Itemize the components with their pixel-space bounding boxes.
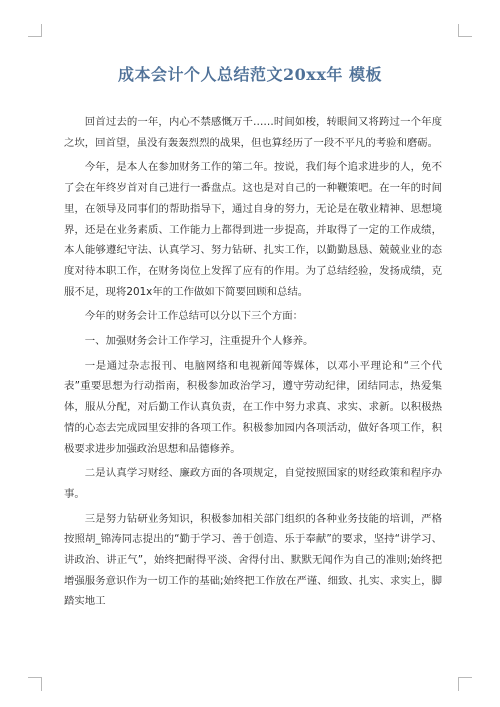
paragraph-intro: 回首过去的一年，内心不禁感慨万千……时间如梭，转眼间又将跨过一个年度之坎，回首望，虽没有轰轰烈烈的战果，但也算经历了一段不平凡的考验和磨砺。 [64, 116, 442, 149]
paragraph-three-aspects: 今年的财务会计工作总结可以分以下三个方面： [84, 310, 303, 323]
crop-mark-bottom-right [458, 677, 459, 691]
paragraph-point-2: 二是认真学习财经、廉政方面的各项规定，自觉按照国家的财经政策和程序办事。 [64, 467, 442, 500]
crop-mark-bottom-left [41, 677, 42, 691]
crop-mark-top-right [458, 36, 472, 37]
document-title: 成本会计个人总结范文20xx年 模板 [118, 65, 382, 84]
crop-mark-bottom-left [28, 677, 42, 678]
crop-mark-top-right [458, 24, 459, 37]
document-body [64, 112, 442, 616]
crop-mark-top-left [41, 24, 42, 37]
paragraph-overview: 今年，是本人在参加财务工作的第二年。按说，我们每个追求进步的人，免不了会在年终岁首对自己进行一番盘点。这也是对自己的一种鞭策吧。在一年的时间里，在领导及同事们的帮助指导下，通过自身的努力，无论是在敬业精神、思想境界，还是在业务素质、工作能力上都得到进一步提高，并取得了一定的工作成绩，本人能够遵纪守法、认真学习、努力钻研、扎实工作，以勤勤恳恳、兢兢业业的态度对待本职工作，在财务岗位上发挥了应有的作用。为了总结经验，发扬成绩，克服不足，现将201x年的工作做如下简要回顾和总结。 [64, 161, 442, 298]
crop-mark-top-left [28, 36, 42, 37]
paragraph-point-1: 一是通过杂志报刊、电脑网络和电视新闻等媒体，以邓小平理论和“三个代表”重要思想为行动指南，积极参加政治学习，遵守劳动纪律，团结同志，热爱集体，服从分配，对后勤工作认真负责，在工作中努力求真、求实、求新。以积极热情的心态去完成园里安排的各项工作。积极参加园内各项活动，做好各项工作，积极要求进步加强政治思想和品德修养。 [64, 359, 442, 455]
paragraph-point-3: 三是努力钻研业务知识，积极参加相关部门组织的各种业务技能的培训，严格按照胡_锦涛同志提出的“勤于学习、善于创造、乐于奉献”的要求，坚持“讲学习、讲政治、讲正气”，始终把耐得平淡、舍得付出、默默无闻作为自己的准则;始终把增强服务意识作为一切工作的基础;始终把工作放在严谨、细致、扎实、求实上，脚踏实地工 [64, 512, 442, 608]
section-heading-1: 一、加强财务会计工作学习，注重提升个人修养。 [84, 335, 314, 348]
crop-mark-bottom-right [458, 677, 472, 678]
